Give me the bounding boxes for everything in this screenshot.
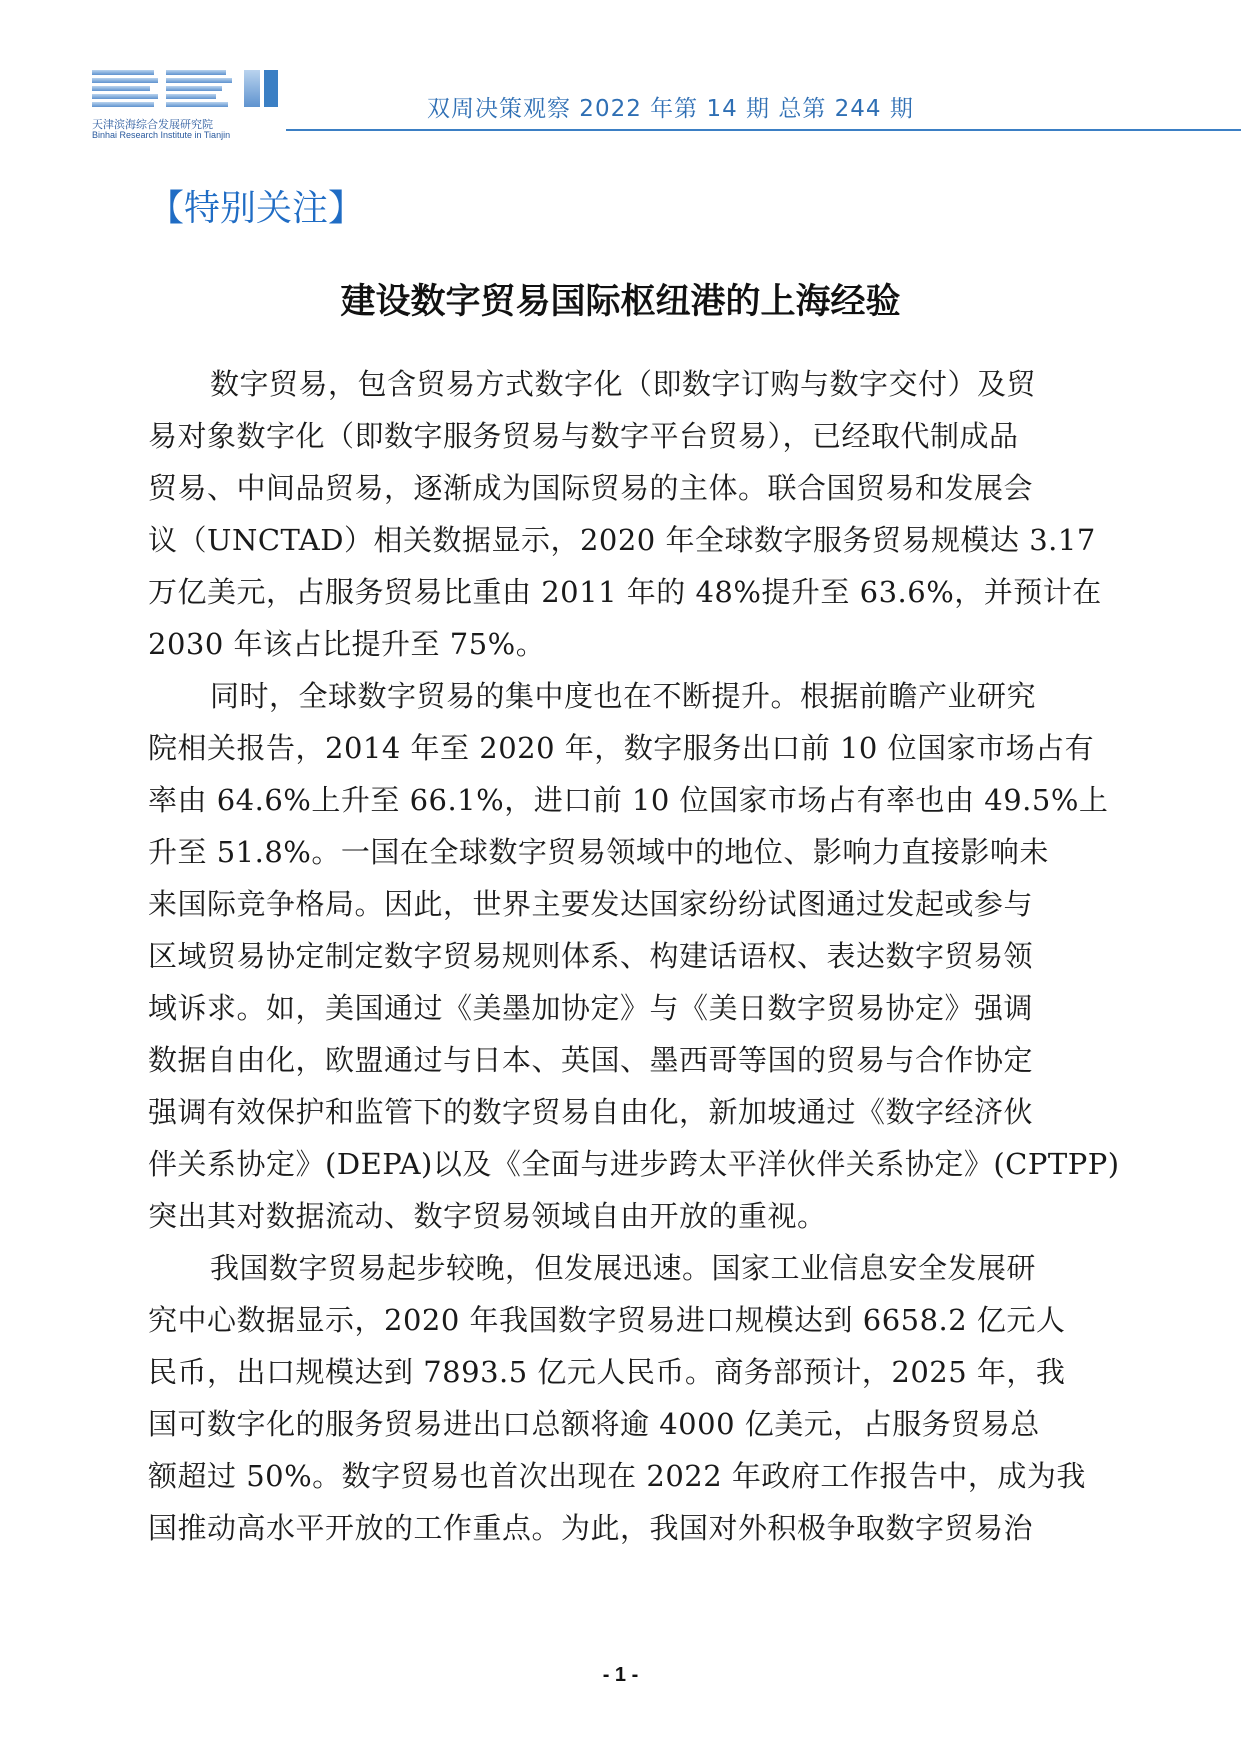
section-tag: 【特别关注】 xyxy=(148,188,365,229)
body-line: 同时，全球数字贸易的集中度也在不断提升。根据前瞻产业研究 xyxy=(210,679,1037,713)
body-line: 额超过 50%。数字贸易也首次出现在 2022 年政府工作报告中，成为我 xyxy=(148,1459,1086,1493)
body-line: 究中心数据显示，2020 年我国数字贸易进口规模达到 6658.2 亿元人 xyxy=(148,1303,1066,1337)
body-line: 民币，出口规模达到 7893.5 亿元人民币。商务部预计，2025 年，我 xyxy=(148,1355,1066,1389)
body-line: 升至 51.8%。一国在全球数字贸易领域中的地位、影响力直接影响未 xyxy=(148,835,1049,869)
body-line: 国可数字化的服务贸易进出口总额将逾 4000 亿美元，占服务贸易总 xyxy=(148,1407,1040,1441)
article-title: 建设数字贸易国际枢纽港的上海经验 xyxy=(340,282,901,322)
body-line: 数据自由化，欧盟通过与日本、英国、墨西哥等国的贸易与合作协定 xyxy=(148,1043,1034,1077)
body-line: 贸易、中间品贸易，逐渐成为国际贸易的主体。联合国贸易和发展会 xyxy=(148,471,1034,505)
body-line: 来国际竞争格局。因此，世界主要发达国家纷纷试图通过发起或参与 xyxy=(148,887,1034,921)
body-line: 伴关系协定》(DEPA)以及《全面与进步跨太平洋伙伴关系协定》(CPTPP) xyxy=(148,1147,1120,1181)
body-line: 易对象数字化（即数字服务贸易与数字平台贸易），已经取代制成品 xyxy=(148,419,1019,453)
logo-english-name: Binhai Research Institute in Tianjin xyxy=(92,130,231,140)
body-line: 院相关报告，2014 年至 2020 年，数字服务出口前 10 位国家市场占有 xyxy=(148,731,1095,765)
body-line: 域诉求。如，美国通过《美墨加协定》与《美日数字贸易协定》强调 xyxy=(148,991,1034,1025)
bri-logo xyxy=(92,68,282,144)
body-line: 2030 年该占比提升至 75%。 xyxy=(148,627,546,661)
body-line: 突出其对数据流动、数字贸易领域自由开放的重视。 xyxy=(148,1199,827,1233)
body-line: 强调有效保护和监管下的数字贸易自由化，新加坡通过《数字经济伙 xyxy=(148,1095,1034,1129)
body-line: 议（UNCTAD）相关数据显示，2020 年全球数字服务贸易规模达 3.17 xyxy=(148,523,1096,557)
page-number: - 1 - xyxy=(602,1664,639,1686)
body-line: 万亿美元，占服务贸易比重由 2011 年的 48%提升至 63.6%，并预计在 xyxy=(148,575,1102,609)
body-line: 国推动高水平开放的工作重点。为此，我国对外积极争取数字贸易治 xyxy=(148,1511,1034,1545)
page-header xyxy=(0,0,1241,150)
body-line: 率由 64.6%上升至 66.1%，进口前 10 位国家市场占有率也由 49.5%上 xyxy=(148,783,1109,817)
header-divider xyxy=(286,129,1241,131)
body-line: 数字贸易，包含贸易方式数字化（即数字订购与数字交付）及贸 xyxy=(210,367,1037,401)
article-body xyxy=(148,358,1120,1554)
bri-logo-mark xyxy=(92,68,282,114)
body-line: 我国数字贸易起步较晚，但发展迅速。国家工业信息安全发展研 xyxy=(210,1251,1037,1285)
logo-chinese-name: 天津滨海综合发展研究院 xyxy=(92,118,213,131)
issue-info: 双周决策观察 2022 年第 14 期 总第 244 期 xyxy=(427,96,914,122)
body-line: 区域贸易协定制定数字贸易规则体系、构建话语权、表达数字贸易领 xyxy=(148,939,1034,973)
